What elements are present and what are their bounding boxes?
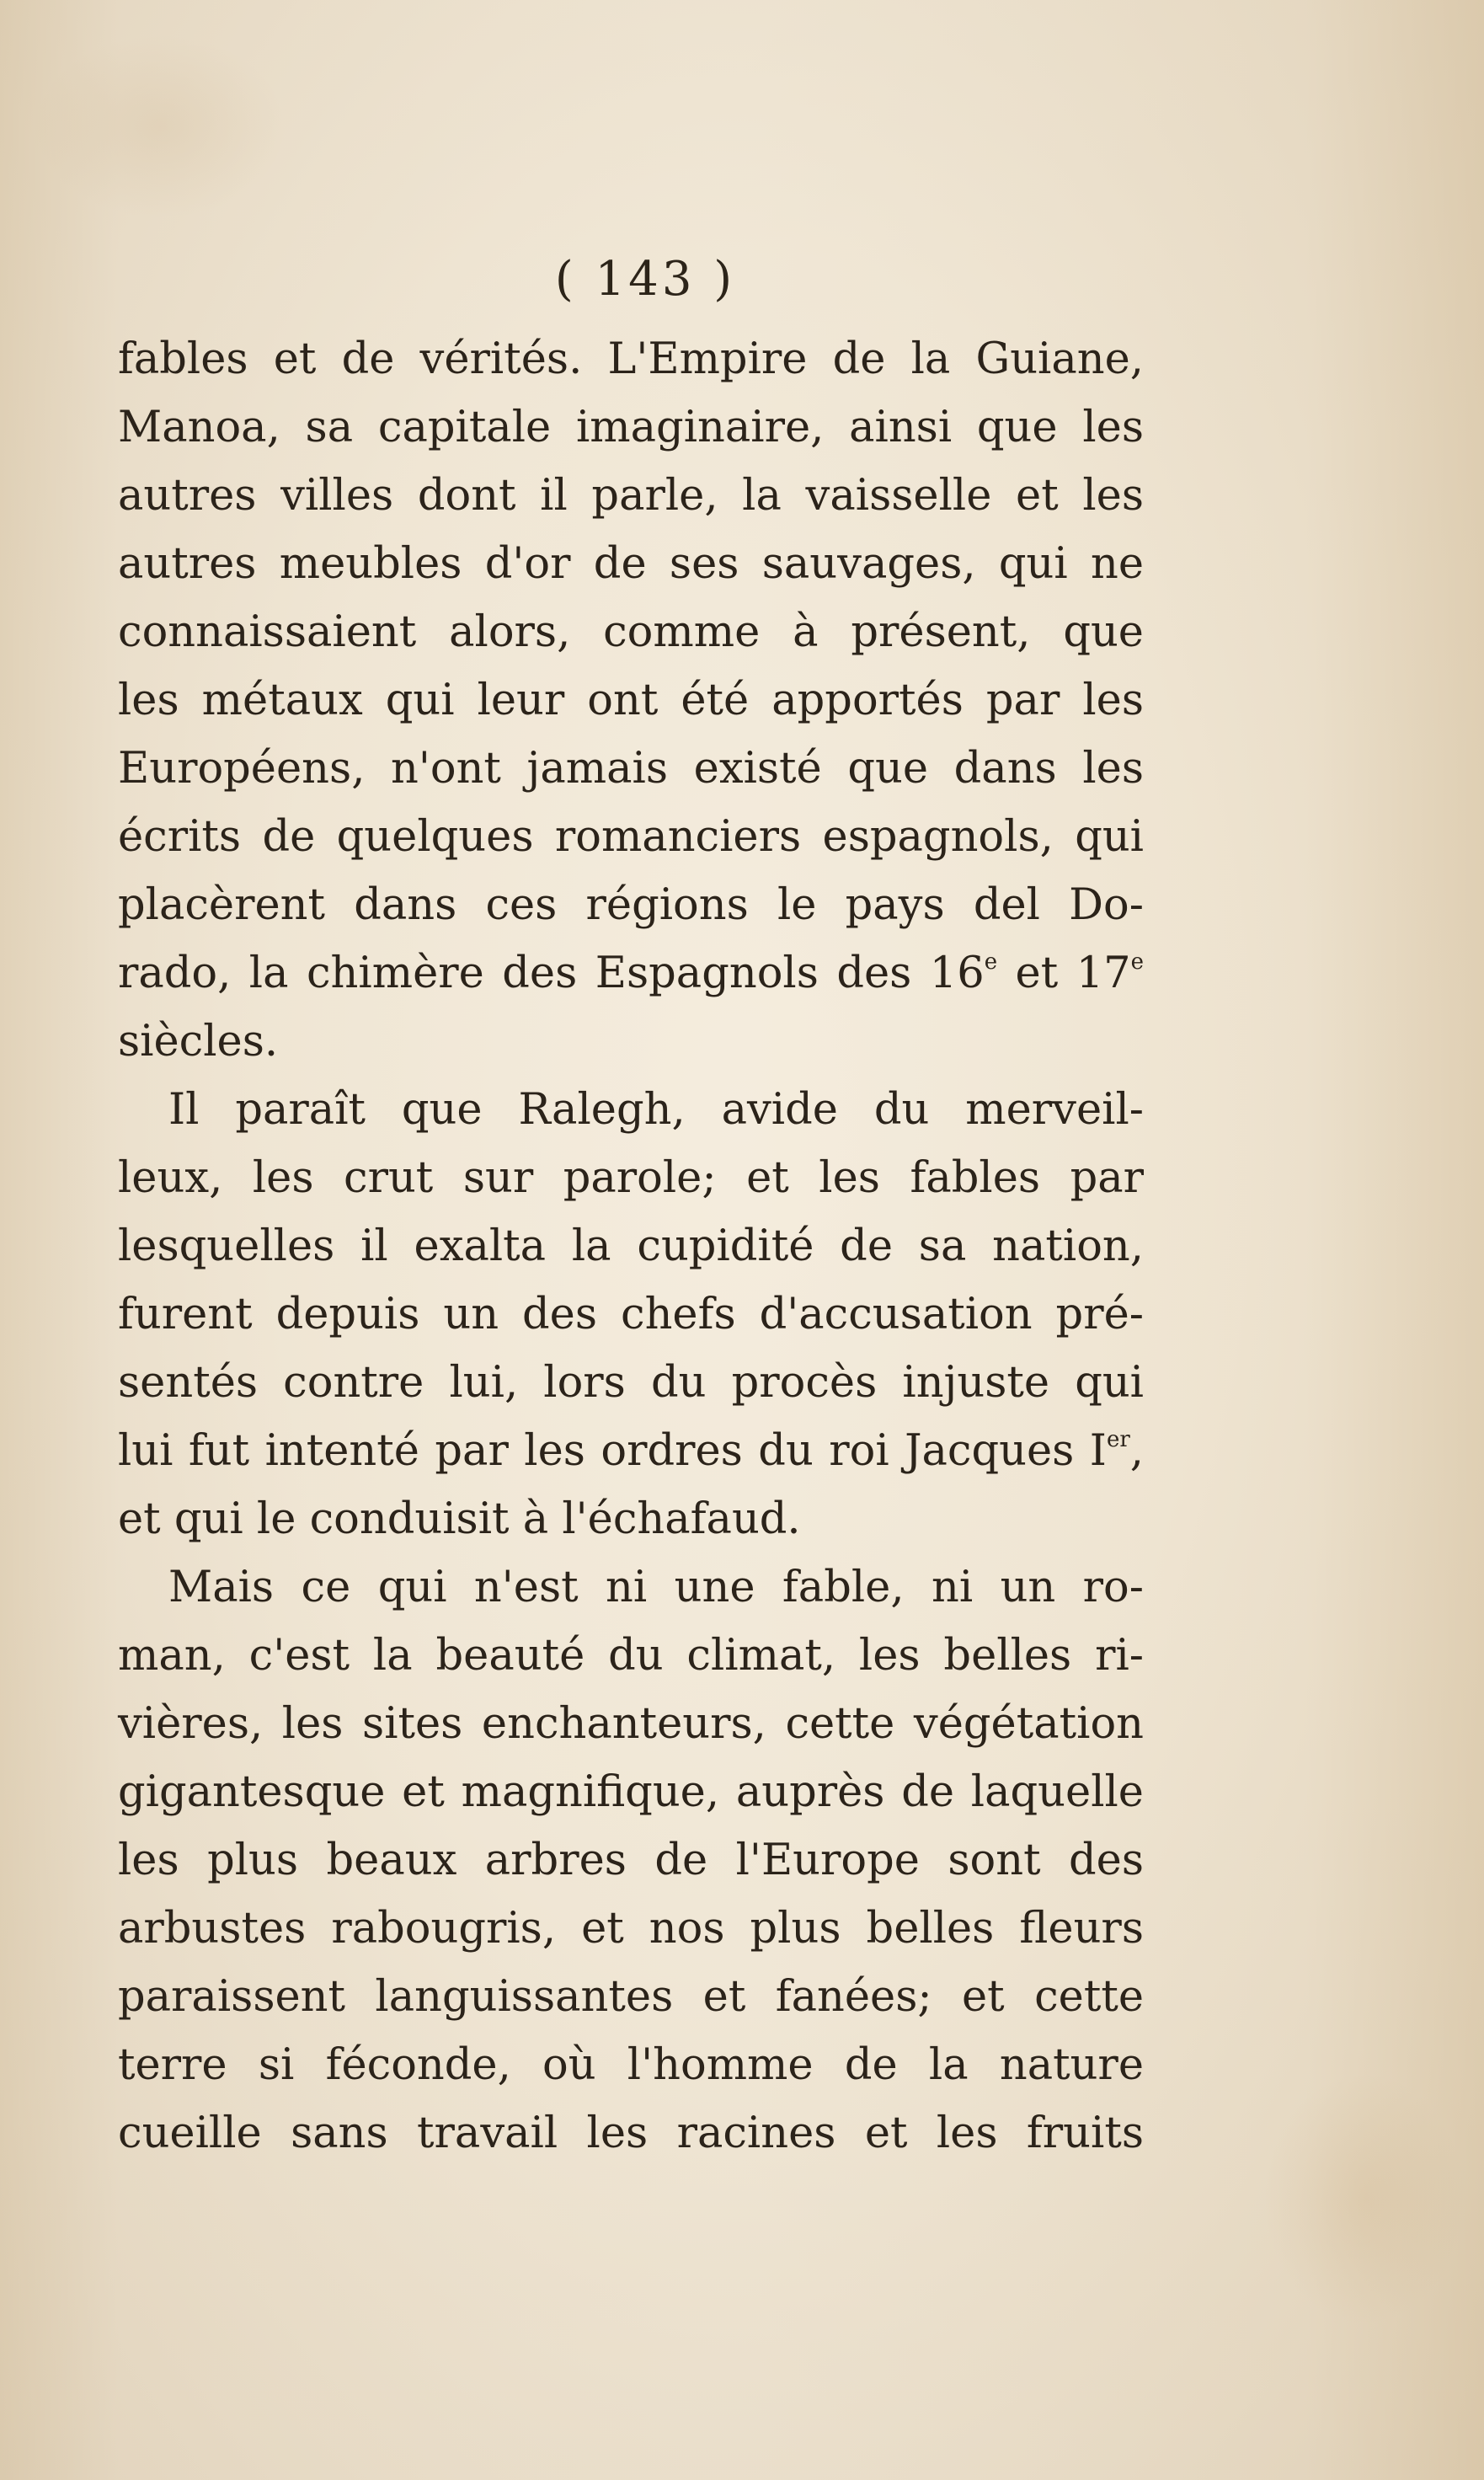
text-line: terre si féconde, où l'homme de la nature xyxy=(118,2040,1144,2090)
paper-stain xyxy=(34,34,286,219)
text-line: sentés contre lui, lors du procès injuste qui xyxy=(118,1358,1144,1408)
text-line: arbustes rabougris, et nos plus belles fleurs xyxy=(118,1904,1144,1954)
text-line: connaissaient alors, comme à présent, que xyxy=(118,607,1144,657)
text-line: placèrent dans ces régions le pays del Do- xyxy=(118,880,1144,930)
paragraph-1 xyxy=(118,325,1144,1076)
text-line: man, c'est la beauté du climat, les belles ri- xyxy=(118,1631,1144,1681)
text-line: les plus beaux arbres de l'Europe sont des xyxy=(118,1836,1144,1885)
paper-stain xyxy=(1263,2072,1465,2325)
text-line: autres villes dont il parle, la vaisselle et les xyxy=(118,471,1144,521)
text-line: Mais ce qui n'est ni une fable, ni un ro- xyxy=(168,1563,1144,1612)
paragraph-3 xyxy=(118,1553,1144,2167)
page-number: ( 143 ) xyxy=(554,252,736,307)
text-line: cueille sans travail les racines et les fruits xyxy=(118,2109,1144,2158)
text-line: siècles. xyxy=(118,1017,279,1066)
text-line: Manoa, sa capitale imaginaire, ainsi que les xyxy=(118,403,1144,452)
text-line: écrits de quelques romanciers espagnols, qui xyxy=(118,812,1144,862)
text-line: Il paraît que Ralegh, avide du merveil- xyxy=(168,1085,1144,1135)
text-line: Européens, n'ont jamais existé que dans les xyxy=(118,744,1144,794)
text-line: lesquelles il exalta la cupidité de sa nation, xyxy=(118,1221,1144,1271)
text-line: les métaux qui leur ont été apportés par les xyxy=(118,676,1144,725)
body-text xyxy=(118,325,1144,2167)
text-line: leux, les crut sur parole; et les fables par xyxy=(118,1153,1144,1203)
paragraph-2 xyxy=(118,1076,1144,1553)
text-line: furent depuis un des chefs d'accusation pré- xyxy=(118,1290,1144,1339)
text-line: vières, les sites enchanteurs, cette végétation xyxy=(118,1699,1144,1749)
text-line: autres meubles d'or de ses sauvages, qui ne xyxy=(118,539,1144,589)
text-line: et qui le conduisit à l'échafaud. xyxy=(118,1494,801,1544)
text-line: fables et de vérités. L'Empire de la Guiane, xyxy=(118,334,1144,384)
text-line: gigantesque et magnifique, auprès de laquelle xyxy=(118,1767,1144,1817)
text-line-superscript: lui fut intenté par les ordres du roi Jacques Ier, xyxy=(118,1426,1144,1476)
text-line: paraissent languissantes et fanées; et cette xyxy=(118,1972,1144,2022)
text-line-superscript: rado, la chimère des Espagnols des 16e et 17e xyxy=(118,949,1144,998)
